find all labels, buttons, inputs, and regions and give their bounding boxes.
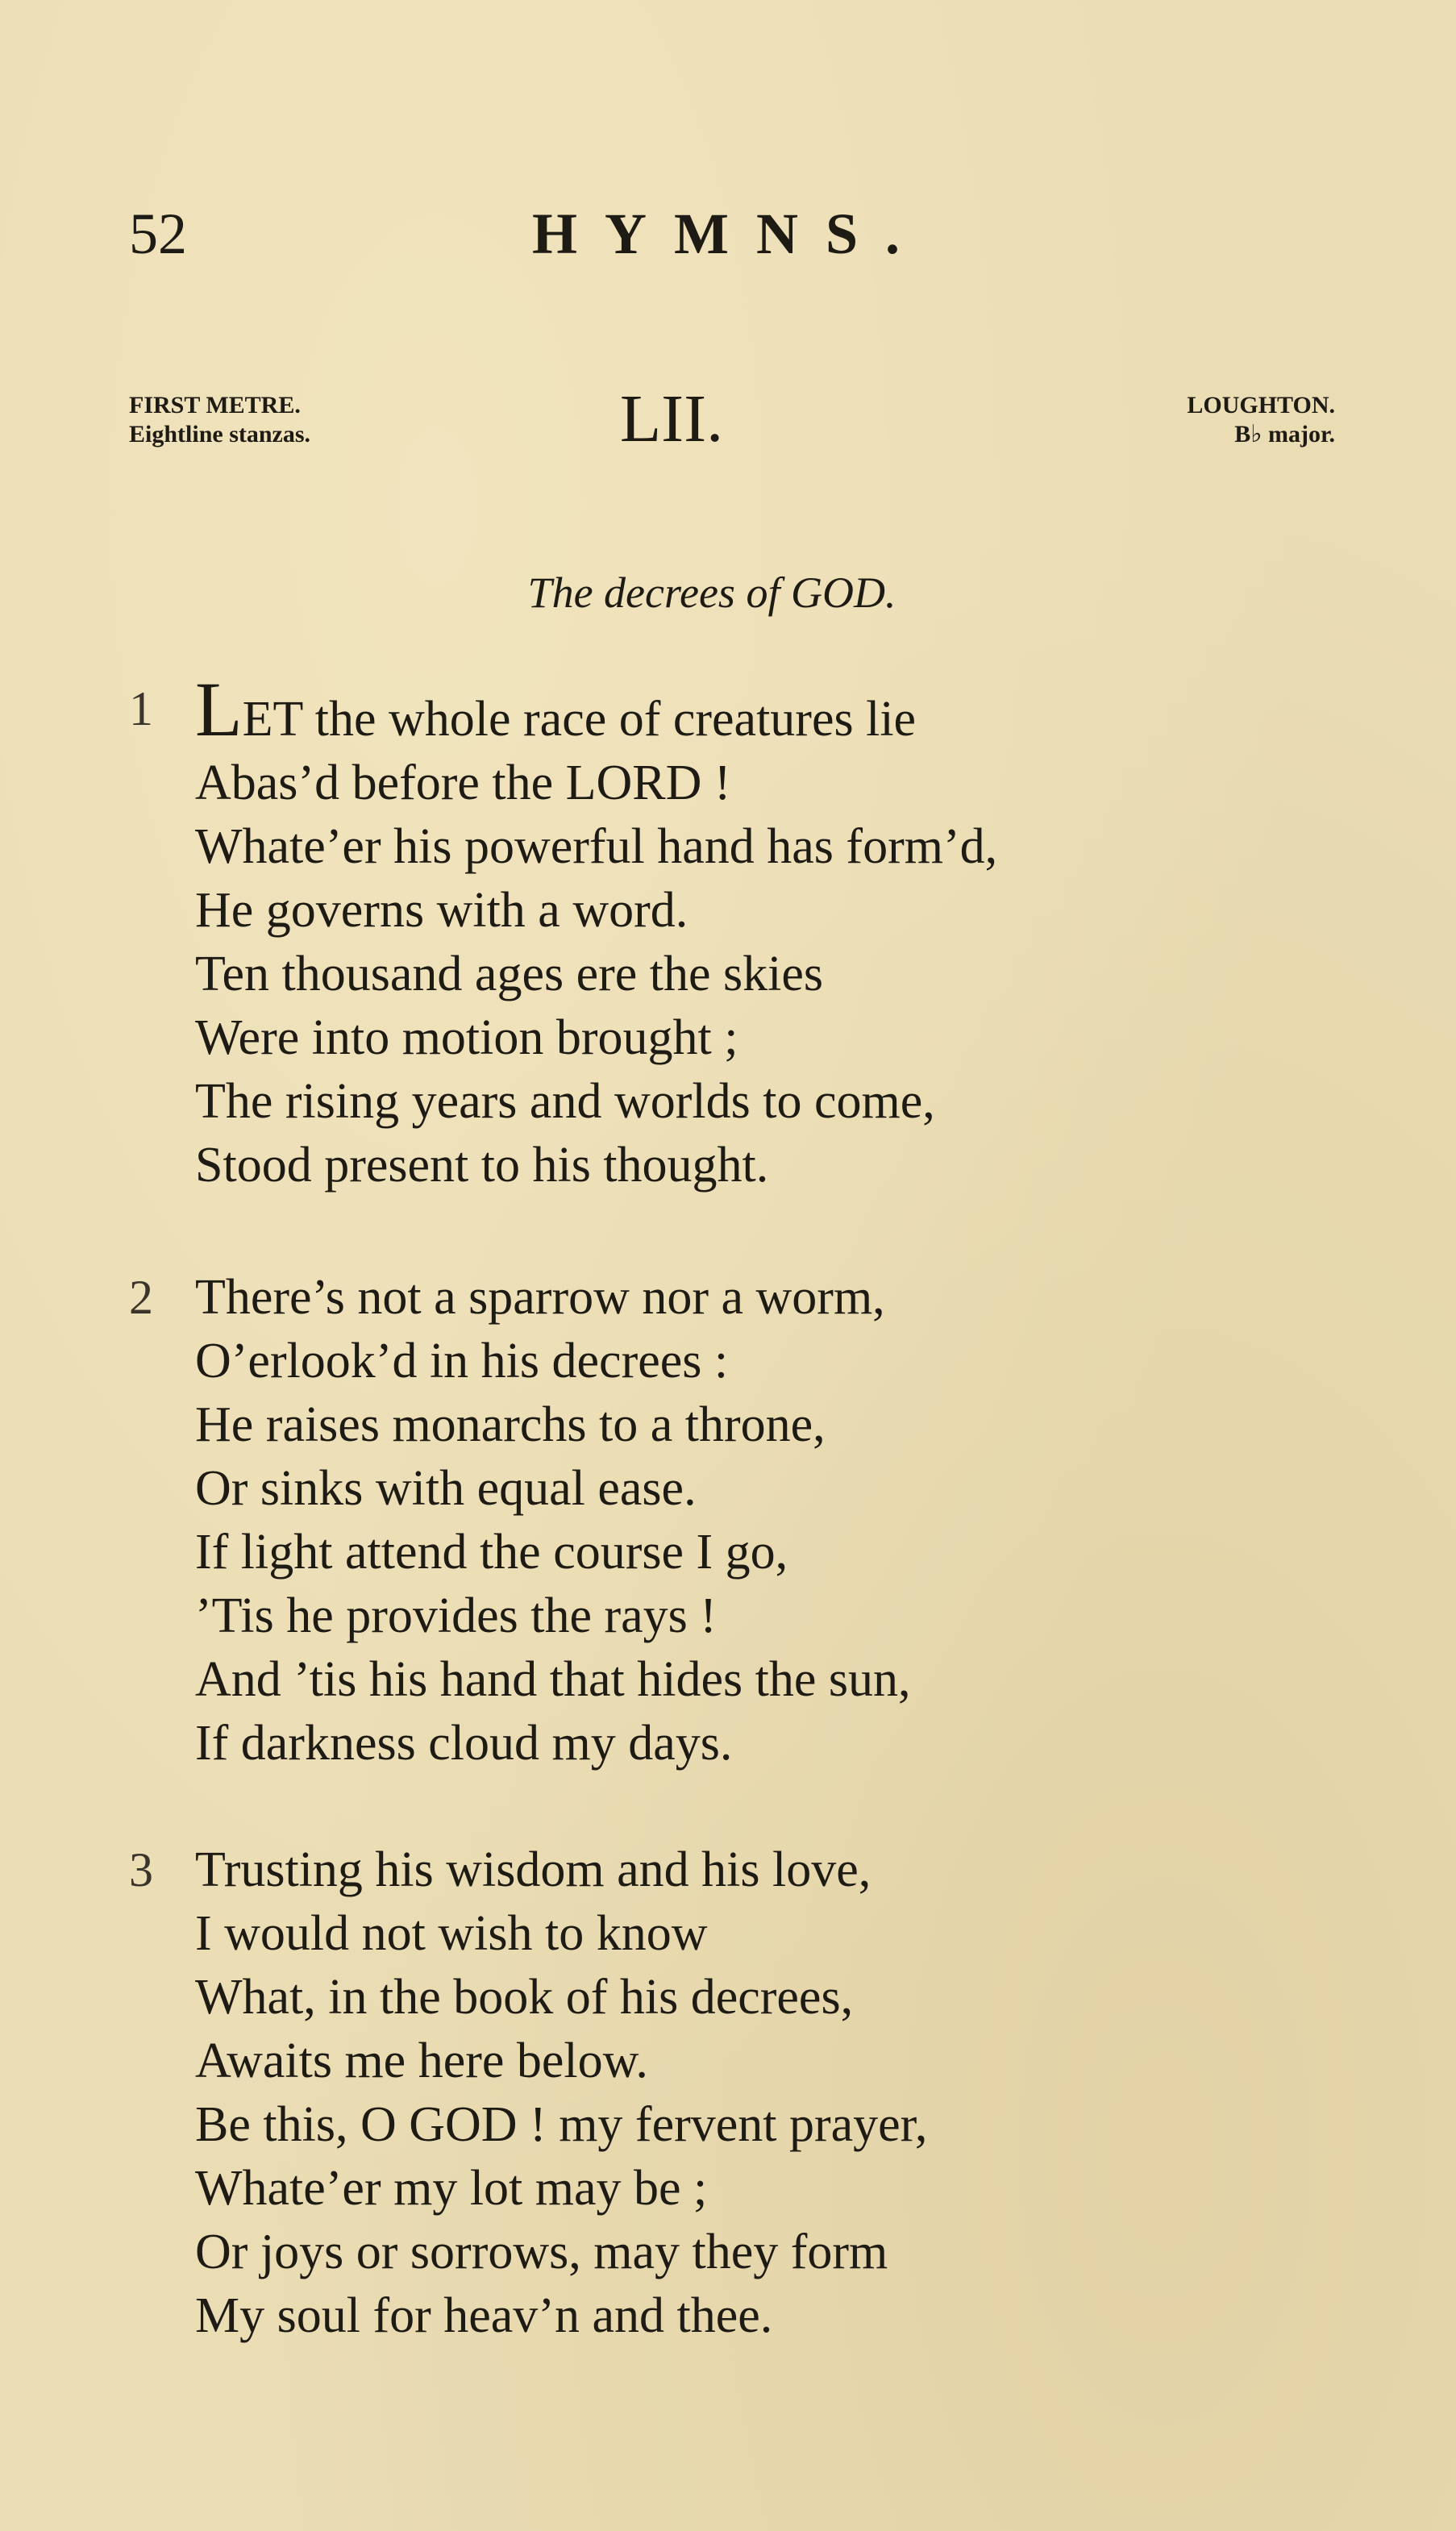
stanza-number: 3 [129, 1843, 153, 1896]
verse-line: Ten thousand ages ere the skies [195, 947, 824, 1001]
verse-line: He governs with a word. [195, 883, 688, 938]
drop-cap: L [195, 666, 243, 752]
tune-name: LOUGHTON. [1187, 392, 1335, 418]
verse-line: Awaits me here below. [195, 2034, 648, 2088]
verse-line: If darkness cloud my days. [195, 1716, 733, 1771]
stanza-number: 2 [129, 1271, 153, 1324]
verse-line: O’erlook’d in his decrees : [195, 1334, 729, 1388]
verse-line [195, 666, 997, 752]
verse-line: And ’tis his hand that hides the sun, [195, 1652, 911, 1707]
verse-line: ’Tis he provides the rays ! [195, 1588, 717, 1643]
verse-line: Whate’er my lot may be ; [195, 2161, 708, 2216]
verse-line: He raises monarchs to a throne, [195, 1397, 826, 1452]
verse-line: Stood present to his thought. [195, 1138, 769, 1193]
header-title: HYMNS. [532, 202, 927, 266]
verse-line: Whate’er his powerful hand has form’d, [195, 819, 998, 874]
first-line-text: ET the whole race of creatures lie [242, 692, 917, 747]
verse-line: If light attend the course I go, [195, 1525, 788, 1580]
verse-line: There’s not a sparrow nor a worm, [195, 1270, 885, 1325]
hymn-number-text: LII. [619, 381, 724, 456]
stanza-lines [195, 1266, 910, 1775]
verse-line: Trusting his wisdom and his love, [195, 1842, 872, 1897]
stanza-number: 1 [129, 682, 153, 735]
hymn-subject-text: The decrees of GOD. [527, 568, 896, 617]
running-head [129, 198, 935, 270]
verse-line: I would not wish to know [195, 1906, 708, 1961]
metre-label: FIRST METRE. [129, 392, 301, 418]
stanza-form-label: Eightline stanzas. [129, 421, 311, 448]
stanza-lines [195, 1838, 927, 2348]
page-number: 52 [129, 202, 187, 266]
verse-line: My soul for heav’n and thee. [195, 2288, 773, 2343]
verse-line: Be this, O GOD ! my fervent prayer, [195, 2097, 928, 2152]
verse-line: Or joys or sorrows, may they form [195, 2225, 888, 2279]
verse-line: The rising years and worlds to come, [195, 1074, 935, 1129]
verse-line: Or sinks with equal ease. [195, 1461, 697, 1516]
tune-key: B♭ major. [1234, 421, 1335, 448]
verse-line: Were into motion brought ; [195, 1010, 738, 1065]
tune-info [1187, 391, 1335, 449]
verse-line: What, in the book of his decrees, [195, 1970, 854, 2025]
verse-line: Abas’d before the LORD ! [195, 756, 731, 810]
stanza-lines [195, 666, 998, 1197]
hymn-subject [0, 564, 1456, 621]
